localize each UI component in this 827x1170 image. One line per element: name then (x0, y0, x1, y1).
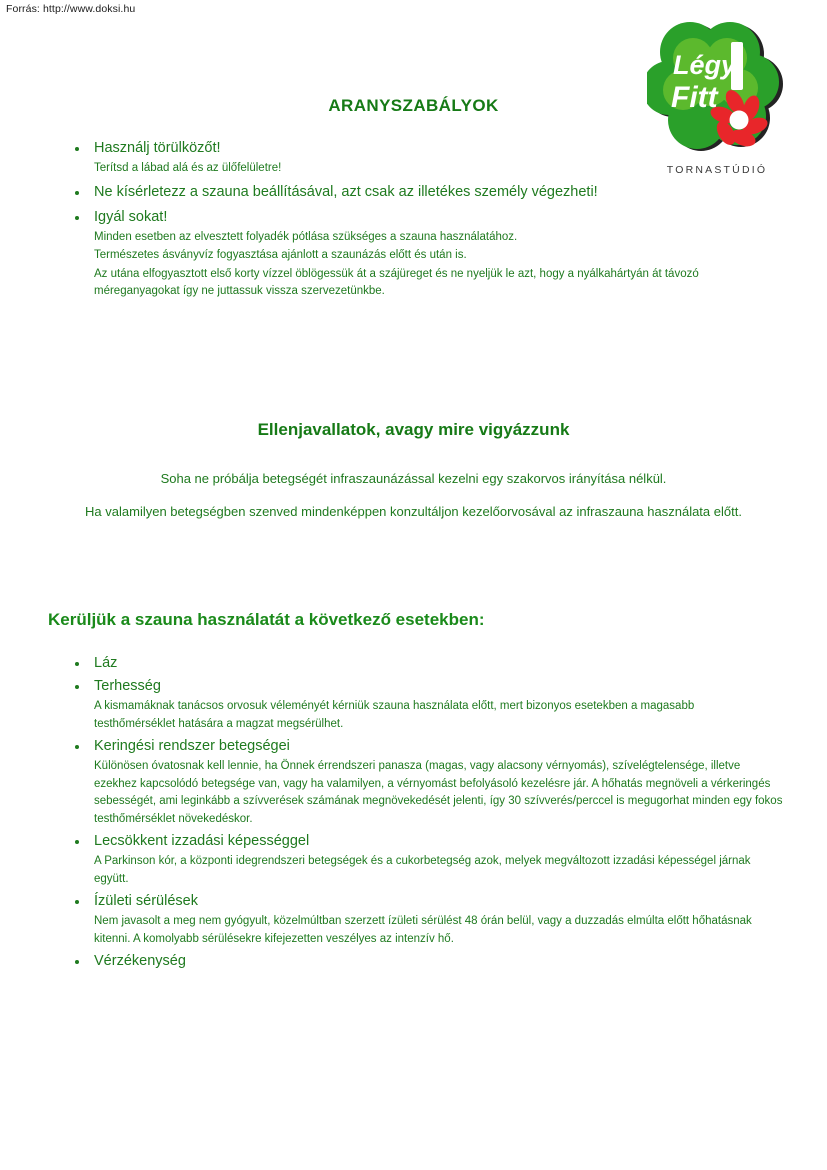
list-item-lead: Ízületi sérülések (94, 893, 198, 909)
list-item-lead: Lecsökkent izzadási képességgel (94, 833, 310, 849)
svg-text:Fitt: Fitt (671, 81, 718, 114)
list-item (66, 207, 766, 301)
contraindication-paragraph (0, 500, 827, 523)
contraindication-paragraph (0, 467, 827, 490)
list-item (66, 676, 776, 733)
list-item-note: A kismamáknak tanácsos orvosuk véleményét kérniük szauna használata előtt, mert bizonyos esetekben a magasabb testhőmérséklet hatására a magzat megsérülhet. (94, 700, 695, 730)
list-item-lead: Láz (94, 655, 118, 671)
list-item-lead: Vérzékenység (94, 953, 186, 969)
contraindication-paragraph-text: Soha ne próbálja betegségét infraszaunázással kezelni egy szakorvos irányítása nélkül. (160, 471, 667, 486)
list-item-note: Minden esetben az elvesztett folyadék pótlása szükséges a szauna használatához. (94, 230, 518, 243)
list-item-note: Nem javasolt a meg nem gyógyult, közelmúltban szerzett ízületi sérülést 48 órán belül, vagy a duzzadás elmúlta előtt hőhatásnak kitenni. A komolyabb sérülésekre kifejezetten veszélyes az intenzív hő. (94, 915, 752, 945)
golden-rules-list (66, 138, 766, 301)
list-item (66, 891, 776, 948)
list-item (66, 182, 766, 203)
list-item (66, 736, 783, 828)
contraindication-paragraph-text: Ha valamilyen betegségben szenved mindenképpen konzultáljon kezelőorvosával az infraszauna használata előtt. (85, 504, 742, 519)
list-item-note: A Parkinson kór, a központi idegrendszeri betegségek és a cukorbetegség azok, melyek megváltozott izzadási képességel járnak együtt. (94, 855, 751, 885)
avoid-cases-list (66, 653, 783, 972)
list-item (66, 831, 776, 888)
list-item-lead: Használj törülközőt! (94, 140, 221, 156)
list-item-lead: Ne kísérletezz a szauna beállításával, azt csak az illetékes személy végezheti! (94, 183, 598, 200)
logo-caption: TORNASTÚDIÓ (666, 164, 768, 176)
page-title-golden-rules: ARANYSZABÁLYOK (328, 96, 499, 115)
section-title-contraindications: Ellenjavallatok, avagy mire vigyázzunk (257, 420, 570, 439)
list-item (66, 951, 776, 972)
list-item-lead: Terhesség (94, 678, 161, 694)
list-item-lead: Keringési rendszer betegségei (94, 738, 290, 754)
section-title-avoid-cases: Kerüljük a szauna használatát a következő esetekben: (48, 610, 485, 629)
source-url-line: Forrás: http://www.doksi.hu (6, 3, 136, 15)
legy-fitt-logo-icon (647, 14, 787, 154)
list-item (66, 138, 766, 178)
svg-text:Légy: Légy (673, 50, 737, 80)
list-item-lead: Igyál sokat! (94, 208, 168, 225)
list-item-note: Terítsd a lábad alá és az ülőfelületre! (94, 162, 282, 174)
list-item-note: Természetes ásványvíz fogyasztása ajánlott a szaunázás előtt és után is. (94, 249, 467, 261)
list-item (66, 653, 776, 674)
list-item-note: Különösen óvatosnak kell lennie, ha Önnek érrendszeri panasza (magas, vagy alacsony vérnyomás), szívelégtelensége, illetve ezekhez kapcsolódó betegsége van, vagy ha valamilyen, a vérnyomást befolyásoló kezelésre jár. A hőhatás megnöveli a vérkeringés sebességét, ami leginkább a szívverések számának megnövekedését jelenti, így 30 szívverés/perccel is megugorhat minden egy fokos testhőmérséklet növekedéskor. (94, 760, 783, 825)
list-item-note: Az utána elfogyasztott első korty vízzel öblögessük át a szájüreget és ne nyeljük le azt, hogy a nyálkahártyán át távozó méreganyagokat így ne juttassuk vissza szervezetünkbe. (94, 267, 699, 297)
